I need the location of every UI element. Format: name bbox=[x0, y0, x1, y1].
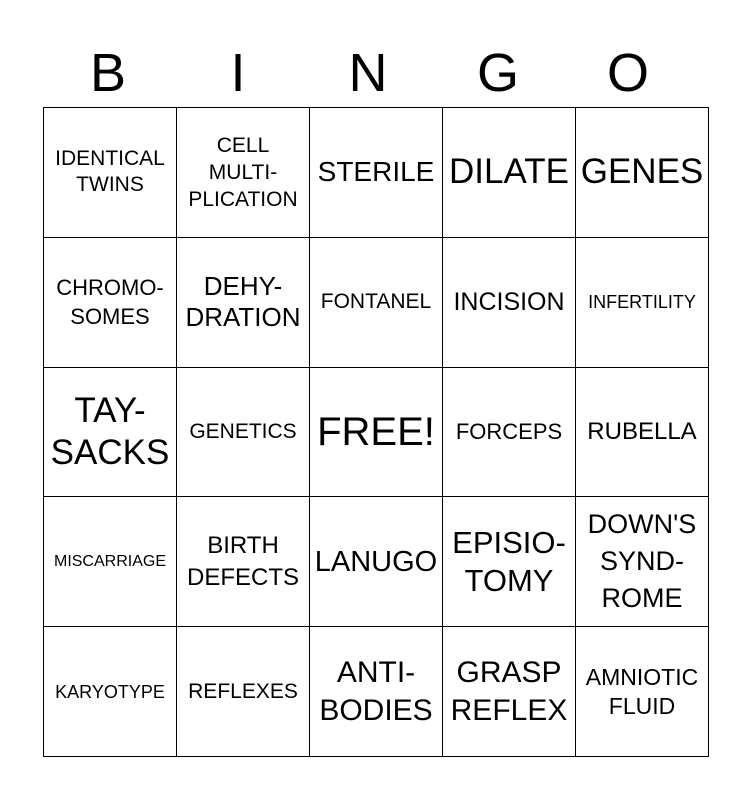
bingo-cell-birth-defects: BIRTH DEFECTS bbox=[177, 497, 310, 627]
bingo-cell-miscarriage: MISCARRIAGE bbox=[44, 497, 177, 627]
bingo-header bbox=[43, 40, 693, 106]
bingo-cell-genes: GENES bbox=[576, 108, 709, 238]
bingo-cell-incision: INCISION bbox=[443, 237, 576, 367]
bingo-cell-sterile: STERILE bbox=[310, 108, 443, 238]
bingo-cell-chromosomes: CHROMO- SOMES bbox=[44, 237, 177, 367]
header-letter-i: I bbox=[230, 43, 246, 103]
grid-row-5 bbox=[44, 627, 709, 757]
bingo-cell-reflexes: REFLEXES bbox=[177, 627, 310, 757]
bingo-card-grid bbox=[43, 107, 709, 757]
bingo-cell-rubella: RUBELLA bbox=[576, 367, 709, 497]
bingo-cell-lanugo: LANUGO bbox=[310, 497, 443, 627]
header-letter-b: B bbox=[89, 43, 127, 103]
bingo-cell-free-space: FREE! bbox=[310, 367, 443, 497]
bingo-cell-karyotype: KARYOTYPE bbox=[44, 627, 177, 757]
grid-row-4 bbox=[44, 497, 709, 627]
bingo-cell-amniotic-fluid: AMNIOTIC FLUID bbox=[576, 627, 709, 757]
bingo-cell-tay-sacks: TAY- SACKS bbox=[44, 367, 177, 497]
grid-row-2 bbox=[44, 237, 709, 367]
grid-row-1 bbox=[44, 108, 709, 238]
header-letter-n: N bbox=[348, 43, 388, 103]
header-letter-g: G bbox=[476, 43, 519, 103]
bingo-cell-antibodies: ANTI- BODIES bbox=[310, 627, 443, 757]
bingo-cell-dilate: DILATE bbox=[443, 108, 576, 238]
bingo-cell-forceps: FORCEPS bbox=[443, 367, 576, 497]
bingo-cell-genetics: GENETICS bbox=[177, 367, 310, 497]
header-letter-o: O bbox=[606, 43, 649, 103]
grid-row-3 bbox=[44, 367, 709, 497]
bingo-cell-grasp-reflex: GRASP REFLEX bbox=[443, 627, 576, 757]
bingo-cell-episiotomy: EPISIO- TOMY bbox=[443, 497, 576, 627]
bingo-cell-fontanel: FONTANEL bbox=[310, 237, 443, 367]
bingo-cell-cell-multiplication: CELL MULTI- PLICATION bbox=[177, 108, 310, 238]
bingo-cell-infertility: INFERTILITY bbox=[576, 237, 709, 367]
bingo-cell-downs-syndrome: DOWN'S SYND- ROME bbox=[576, 497, 709, 627]
bingo-cell-identical-twins: IDENTICAL TWINS bbox=[44, 108, 177, 238]
bingo-cell-dehydration: DEHY- DRATION bbox=[177, 237, 310, 367]
